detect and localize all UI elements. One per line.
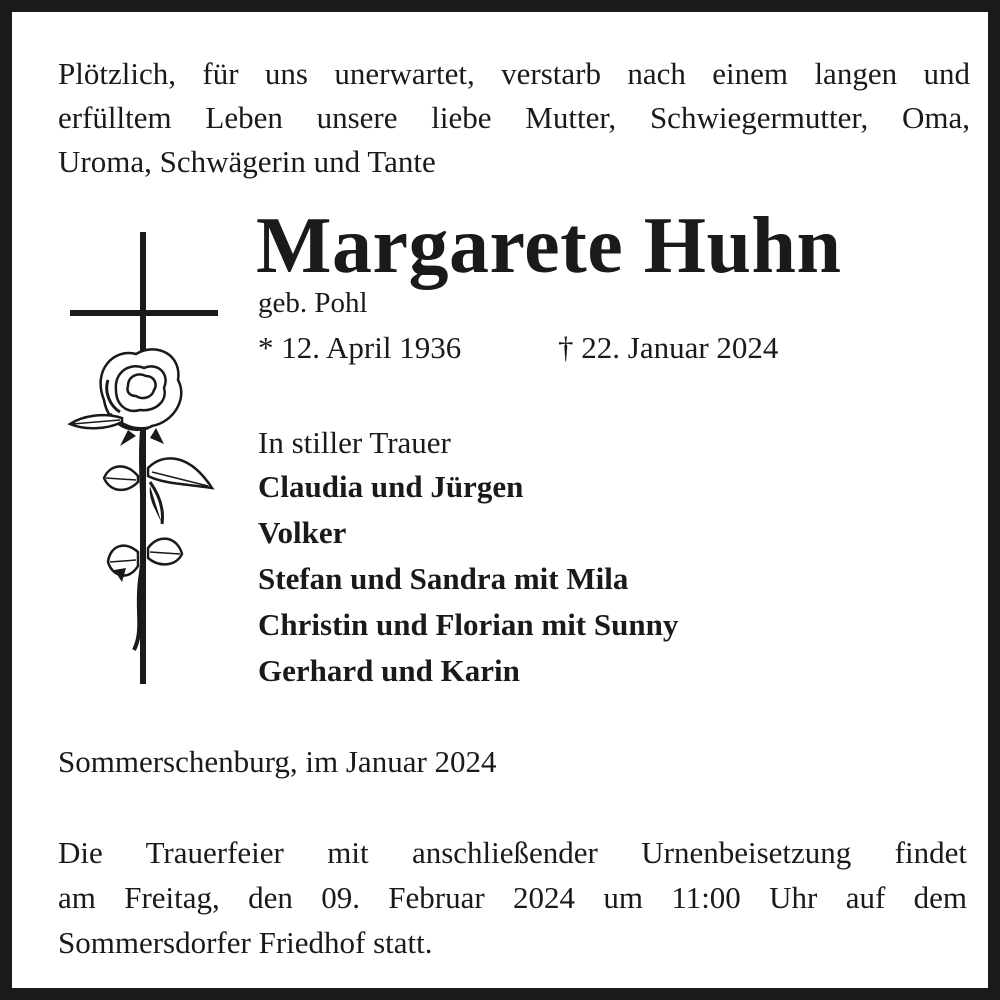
mourner-entry: Volker (258, 515, 347, 550)
ceremony-line: Sommersdorfer Friedhof statt. (58, 925, 433, 960)
mourner-entry: Stefan und Sandra mit Mila (258, 561, 629, 596)
mourner-entry: Christin und Florian mit Sunny (258, 607, 679, 642)
cross-with-rose-icon (64, 230, 224, 690)
intro-line: Uroma, Schwägerin und Tante (58, 144, 436, 179)
deceased-name: Margarete Huhn (256, 202, 842, 290)
mourners-list (258, 464, 678, 694)
intro-line: erfülltem Leben unsere liebe Mutter, Schwiegermutter, Oma, (58, 100, 970, 135)
ceremony-line: am Freitag, den 09. Februar 2024 um 11:00 Uhr auf dem (58, 880, 967, 915)
maiden-name: geb. Pohl (258, 287, 368, 319)
ceremony-line: Die Trauerfeier mit anschließender Urnenbeisetzung findet (58, 835, 967, 870)
intro-line: Plötzlich, für uns unerwartet, verstarb nach einem langen und (58, 56, 970, 91)
death-date: † 22. Januar 2024 (558, 330, 779, 365)
ceremony-text (58, 830, 967, 965)
place-and-date: Sommerschenburg, im Januar 2024 (58, 744, 497, 779)
life-dates (258, 328, 858, 368)
mourner-entry: Claudia und Jürgen (258, 469, 524, 504)
mourning-intro: In stiller Trauer (258, 425, 451, 460)
birth-date: * 12. April 1936 (258, 330, 462, 365)
mourner-entry: Gerhard und Karin (258, 653, 520, 688)
intro-text (58, 52, 970, 184)
